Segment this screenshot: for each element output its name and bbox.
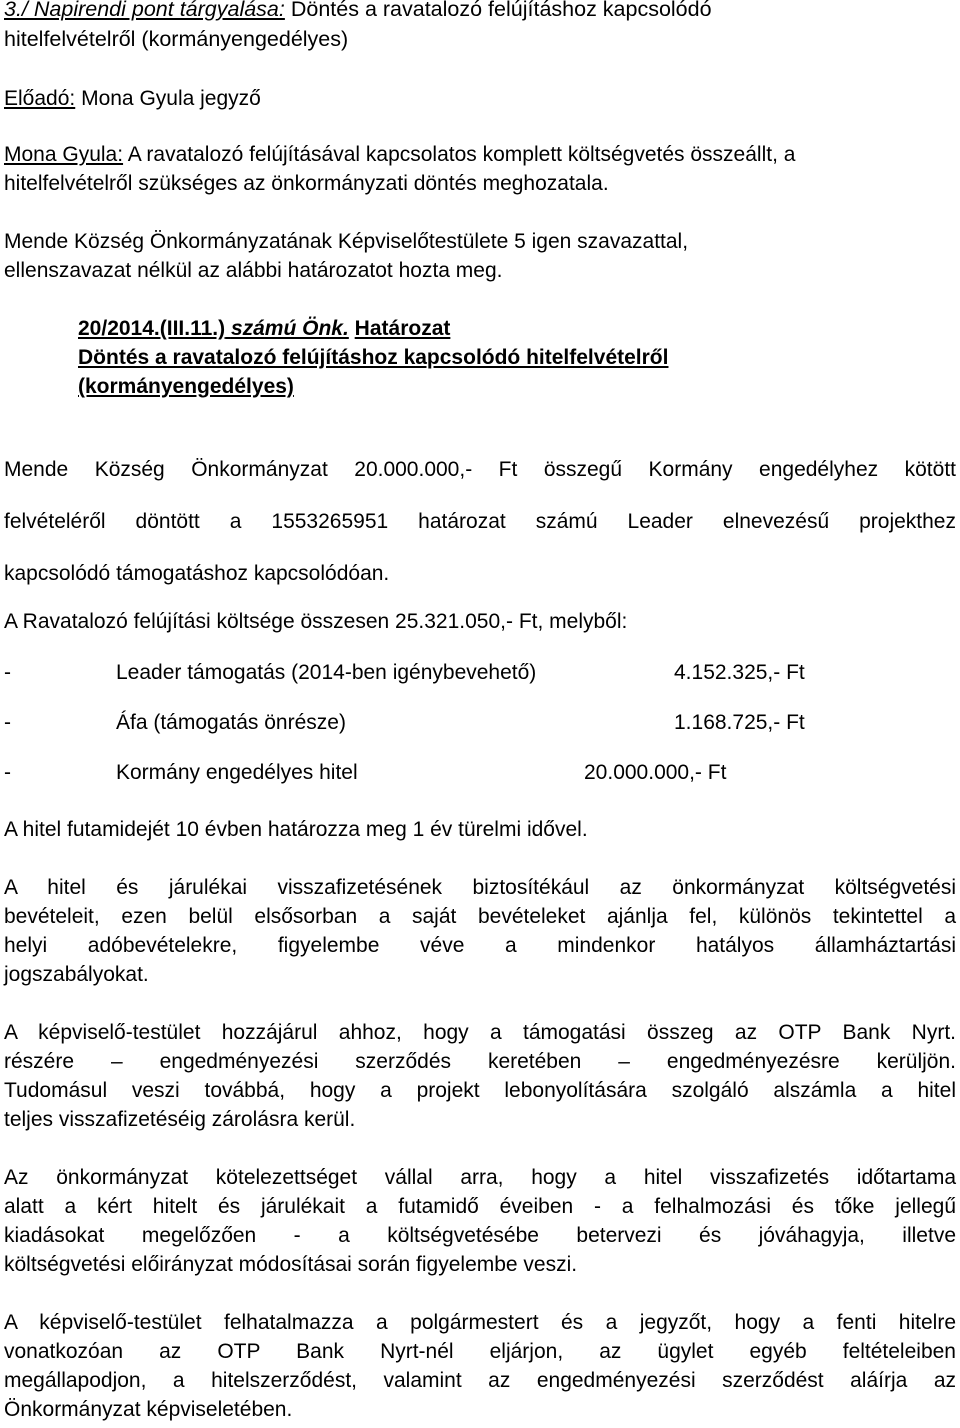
para1-line3: helyi adóbevételekre, figyelembe véve a mindenkor hatályos államháztartási <box>4 934 956 957</box>
vote-line1: Mende Község Önkormányzatának Képviselőtestülete 5 igen szavazattal, <box>4 230 689 253</box>
agenda-label: 3./ Napirendi pont tárgyalása: <box>4 0 285 21</box>
para2-line1: A képviselő-testület hozzájárul ahhoz, hogy a támogatási összeg az OTP Bank Nyrt. <box>4 1021 956 1044</box>
agenda-heading <box>4 0 712 22</box>
loan-term: A hitel futamidejét 10 évben határozza meg 1 év türelmi idővel. <box>4 818 588 841</box>
presenter-line <box>4 86 261 112</box>
resolution-title-line2: (kormányengedélyes) <box>78 375 294 398</box>
decision-line2: felvételéről döntött a 1553265951 határozat számú Leader elnevezésű projekthez <box>4 510 956 533</box>
para3-line1: Az önkormányzat kötelezettséget vállal arra, hogy a hitel visszafizetés időtartama <box>4 1166 956 1189</box>
speech-line2: hitelfelvételről szükséges az önkormányzati döntés meghozatala. <box>4 172 609 195</box>
item-amount: 20.000.000,- Ft <box>584 761 727 784</box>
para3-line4: költségvetési előirányzat módosításai során figyelembe veszi. <box>4 1253 578 1276</box>
resolution-number-suffix: számú Önk. <box>230 317 349 340</box>
agenda-title-line1: Döntés a ravatalozó felújításhoz kapcsolódó <box>290 0 712 21</box>
item-amount: 1.168.725,- Ft <box>674 711 805 734</box>
para4-line2: vonatkozóan az OTP Bank Nyrt-nél eljárjon, az ügylet egyéb feltételeiben <box>4 1340 956 1363</box>
speech-line1 <box>4 142 795 168</box>
para4-line4: Önkormányzat képviseletében. <box>4 1398 293 1421</box>
para4-line1: A képviselő-testület felhatalmazza a polgármestert és a jegyzőt, hogy a fenti hitelre <box>4 1311 956 1334</box>
item-amount: 4.152.325,- Ft <box>674 661 805 684</box>
resolution-title-line1: Döntés a ravatalozó felújításhoz kapcsolódó hitelfelvételről <box>78 346 669 369</box>
speaker-name: Mona Gyula: <box>4 143 124 166</box>
para2-line2: részére – engedményezési szerződés keretében – engedményezésre kerüljön. <box>4 1050 956 1073</box>
para4-line3: megállapodjon, a hitelszerződést, valamint az engedményezési szerződést aláírja az <box>4 1369 956 1392</box>
item-dash: - <box>4 711 11 734</box>
decision-line3: kapcsolódó támogatáshoz kapcsolódóan. <box>4 562 390 585</box>
resolution-number-line <box>78 316 450 342</box>
para2-line3: Tudomásul veszi továbbá, hogy a projekt lebonyolítására szolgáló alszámla a hitel <box>4 1079 956 1102</box>
cost-summary: A Ravatalozó felújítási költsége összesen 25.321.050,- Ft, melyből: <box>4 610 628 633</box>
decision-line1: Mende Község Önkormányzat 20.000.000,- Ft összegű Kormány engedélyhez kötött <box>4 458 956 481</box>
resolution-number: 20/2014.(III.11.) <box>78 317 226 340</box>
item-dash: - <box>4 761 11 784</box>
para1-line2: bevételeit, ezen belül elsősorban a saját bevételeket ajánlja fel, különös tekintettel a <box>4 905 956 928</box>
vote-line2: ellenszavazat nélkül az alábbi határozatot hozta meg. <box>4 259 503 282</box>
para2-line4: teljes visszafizetéséig zárolásra kerül. <box>4 1108 356 1131</box>
presenter-label: Előadó: <box>4 87 76 110</box>
presenter-name: Mona Gyula jegyző <box>81 87 261 110</box>
agenda-title-line2: hitelfelvételről (kormányengedélyes) <box>4 27 349 51</box>
item-label: Leader támogatás (2014-ben igénybevehető) <box>116 661 537 684</box>
para3-line3: kiadásokat megelőzően - a költségvetésébe betervezi és jóváhagyja, illetve <box>4 1224 956 1247</box>
resolution-type: Határozat <box>354 317 451 340</box>
item-label: Kormány engedélyes hitel <box>116 761 358 784</box>
para3-line2: alatt a kért hitelt és járulékait a futamidő éveiben - a felhalmozási és tőke jellegű <box>4 1195 956 1218</box>
item-dash: - <box>4 661 11 684</box>
para1-line4: jogszabályokat. <box>4 963 149 986</box>
para1-line1: A hitel és járulékai visszafizetésének biztosítékául az önkormányzat költségvetési <box>4 876 956 899</box>
speech-text1: A ravatalozó felújításával kapcsolatos komplett költségvetés összeállt, a <box>127 143 796 166</box>
item-label: Áfa (támogatás önrésze) <box>116 711 346 734</box>
